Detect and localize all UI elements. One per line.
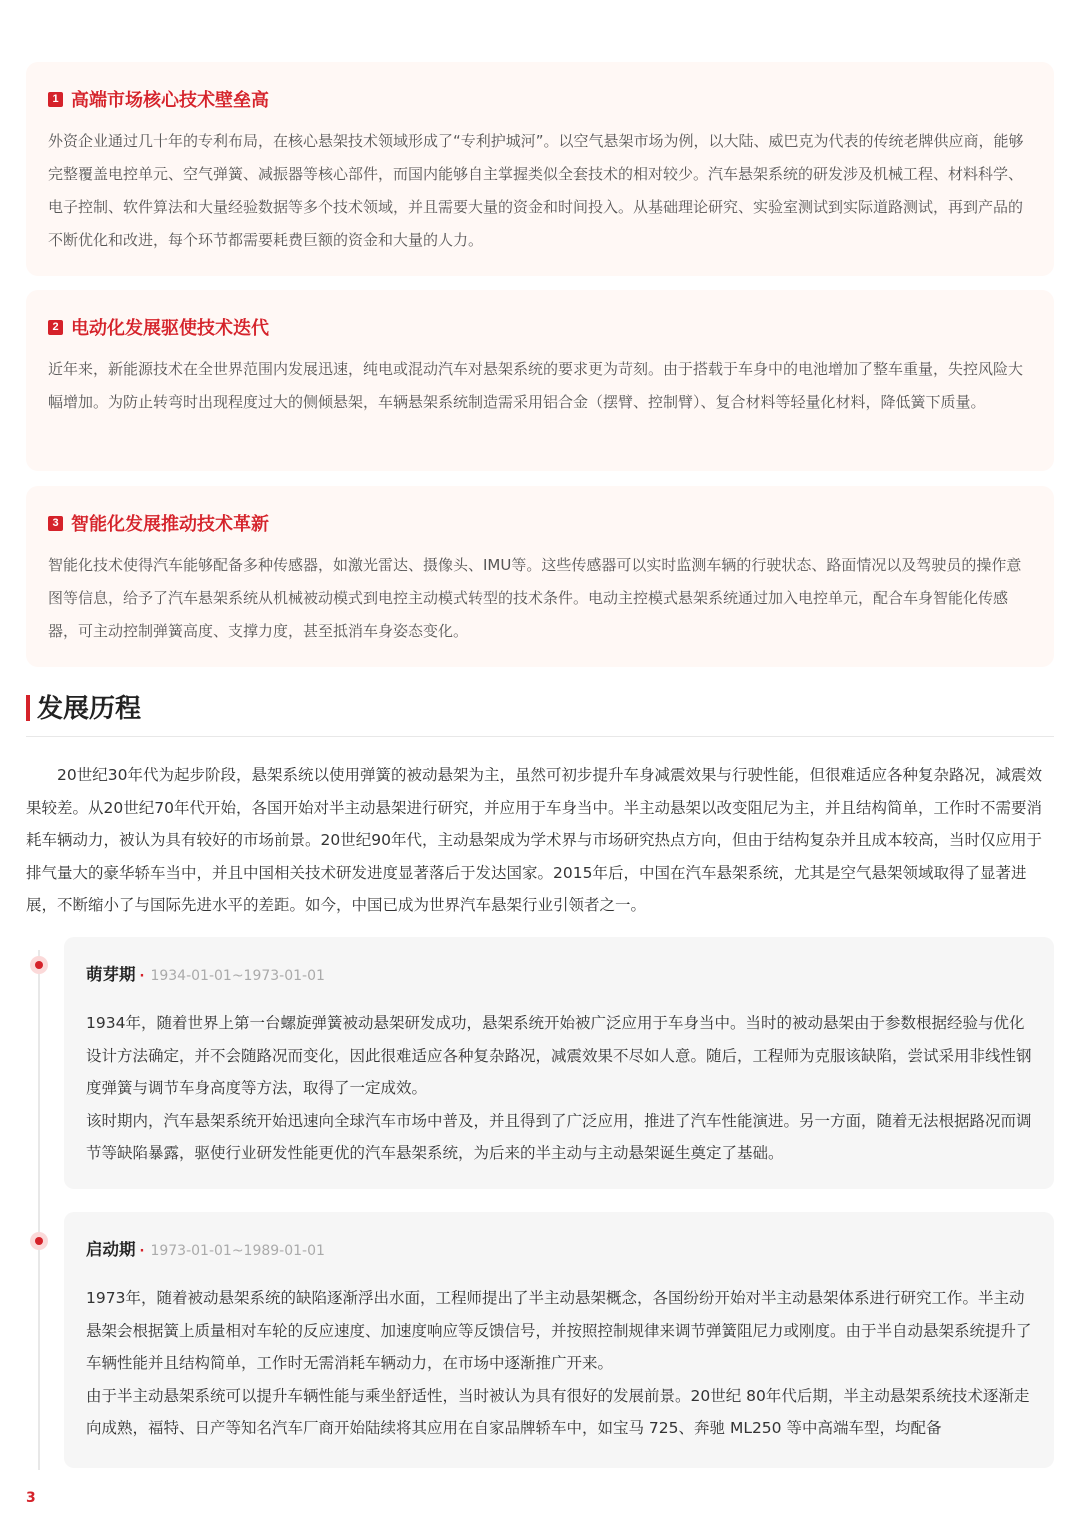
period-body [86, 1007, 1032, 1170]
page-number: 3 [26, 1490, 36, 1506]
timeline-dot [30, 1232, 48, 1250]
section-divider [26, 736, 1054, 737]
card-title-1 [48, 86, 269, 112]
timeline-period-2 [64, 1212, 1054, 1468]
timeline-line [38, 950, 40, 1470]
info-card-2 [26, 290, 1054, 471]
period-paragraph: 由于半主动悬架系统可以提升车辆性能与乘坐舒适性，当时被认为具有很好的发展前景。20世纪 80年代后期，半主动悬架系统技术逐渐走向成熟，福特、日产等知名汽车厂商开始陆续将其应用在自家品牌轿车中，如宝马 725、奔驰 ML250 等中高端车型，均配备 [86, 1386, 1030, 1437]
period-name: 萌芽期 [86, 965, 136, 984]
card-body-3: 智能化技术使得汽车能够配备多种传感器，如激光雷达、摄像头、IMU等。这些传感器可以实时监测车辆的行驶状态、路面情况以及驾驶员的操作意图等信息，给予了汽车悬架系统从机械被动模式到电控主动模式转型的技术条件。电动主控模式悬架系统通过加入电控单元，配合车身智能化传感器，可主动控制弹簧高度、支撑力度，甚至抵消车身姿态变化。 [48, 556, 1022, 640]
info-card-3 [26, 486, 1054, 667]
period-separator: · [139, 1244, 145, 1259]
period-header [86, 1236, 325, 1260]
timeline-period-1 [64, 937, 1054, 1189]
card-title-2 [48, 314, 269, 340]
card-title-text: 高端市场核心技术壁垒高 [71, 90, 269, 111]
card-title-text: 智能化发展推动技术革新 [71, 514, 269, 535]
info-card-1 [26, 62, 1054, 276]
card-body-2: 近年来，新能源技术在全世界范围内发展迅速，纯电或混动汽车对悬架系统的要求更为苛刻。由于搭载于车身中的电池增加了整车重量，失控风险大幅增加。为防止转弯时出现程度过大的侧倾悬架，车辆悬架系统制造需采用铝合金（摆臂、控制臂）、复合材料等轻量化材料，降低簧下质量。 [48, 360, 1024, 411]
card-number-badge: 2 [48, 320, 63, 335]
card-title-3 [48, 510, 269, 536]
period-separator: · [139, 969, 145, 984]
timeline-dot [30, 956, 48, 974]
card-body-1: 外资企业通过几十年的专利布局，在核心悬架技术领域形成了“专利护城河”。以空气悬架市场为例，以大陆、威巴克为代表的传统老牌供应商，能够完整覆盖电控单元、空气弹簧、减振器等核心部件，而国内能够自主掌握类似全套技术的相对较少。汽车悬架系统的研发涉及机械工程、材料科学、电子控制、软件算法和大量经验数据等多个技术领域，并且需要大量的资金和时间投入。从基础理论研究、实验室测试到实际道路测试，再到产品的不断优化和改进，每个环节都需要耗费巨额的资金和大量的人力。 [48, 132, 1024, 249]
period-paragraph: 1934年，随着世界上第一台螺旋弹簧被动悬架研发成功，悬架系统开始被广泛应用于车身当中。当时的被动悬架由于参数根据经验与优化设计方法确定，并不会随路况而变化，因此很难适应各种复杂路况，减震效果不尽如人意。随后，工程师为克服该缺陷，尝试采用非线性钢度弹簧与调节车身高度等方法，取得了一定成效。 [86, 1014, 1032, 1097]
card-title-text: 电动化发展驱使技术迭代 [71, 318, 269, 339]
period-paragraph: 1973年，随着被动悬架系统的缺陷逐渐浮出水面，工程师提出了半主动悬架概念，各国纷纷开始对半主动悬架体系进行研究工作。半主动悬架会根据簧上质量相对车轮的反应速度、加速度响应等反馈信号，并按照控制规律来调节弹簧阻尼力或刚度。由于半自动悬架系统提升了车辆性能并且结构简单，工作时无需消耗车辆动力，在市场中逐渐推广开来。 [86, 1289, 1032, 1372]
period-name: 启动期 [86, 1240, 136, 1259]
card-number-badge: 1 [48, 92, 63, 107]
section-accent-bar [26, 695, 30, 721]
period-body [86, 1282, 1032, 1468]
period-date: 1973-01-01~1989-01-01 [150, 1243, 325, 1259]
section-title: 发展历程 [37, 694, 142, 724]
period-paragraph: 该时期内，汽车悬架系统开始迅速向全球汽车市场中普及，并且得到了广泛应用，推进了汽车性能演进。另一方面，随着无法根据路况而调节等缺陷暴露，驱使行业研发性能更优的汽车悬架系统，为后来的半主动与主动悬架诞生奠定了基础。 [86, 1111, 1032, 1162]
period-header [86, 961, 325, 985]
card-number-badge: 3 [48, 516, 63, 531]
section-intro: 20世纪30年代为起步阶段，悬架系统以使用弹簧的被动悬架为主，虽然可初步提升车身减震效果与行驶性能，但很难适应各种复杂路况，减震效果较差。从20世纪70年代开始，各国开始对半主动悬架进行研究，并应用于车身当中。半主动悬架以改变阻尼为主，并且结构简单，工作时不需要消耗车辆动力，被认为具有较好的市场前景。20世纪90年代，主动悬架成为学术界与市场研究热点方向，但由于结构复杂并且成本较高，当时仅应用于排气量大的豪华轿车当中，并且中国相关技术研发进度显著落后于发达国家。2015年后，中国在汽车悬架系统，尤其是空气悬架领域取得了显著进展，不断缩小了与国际先进水平的差距。如今，中国已成为世界汽车悬架行业引领者之一。 [26, 766, 1042, 914]
period-date: 1934-01-01~1973-01-01 [150, 968, 325, 984]
